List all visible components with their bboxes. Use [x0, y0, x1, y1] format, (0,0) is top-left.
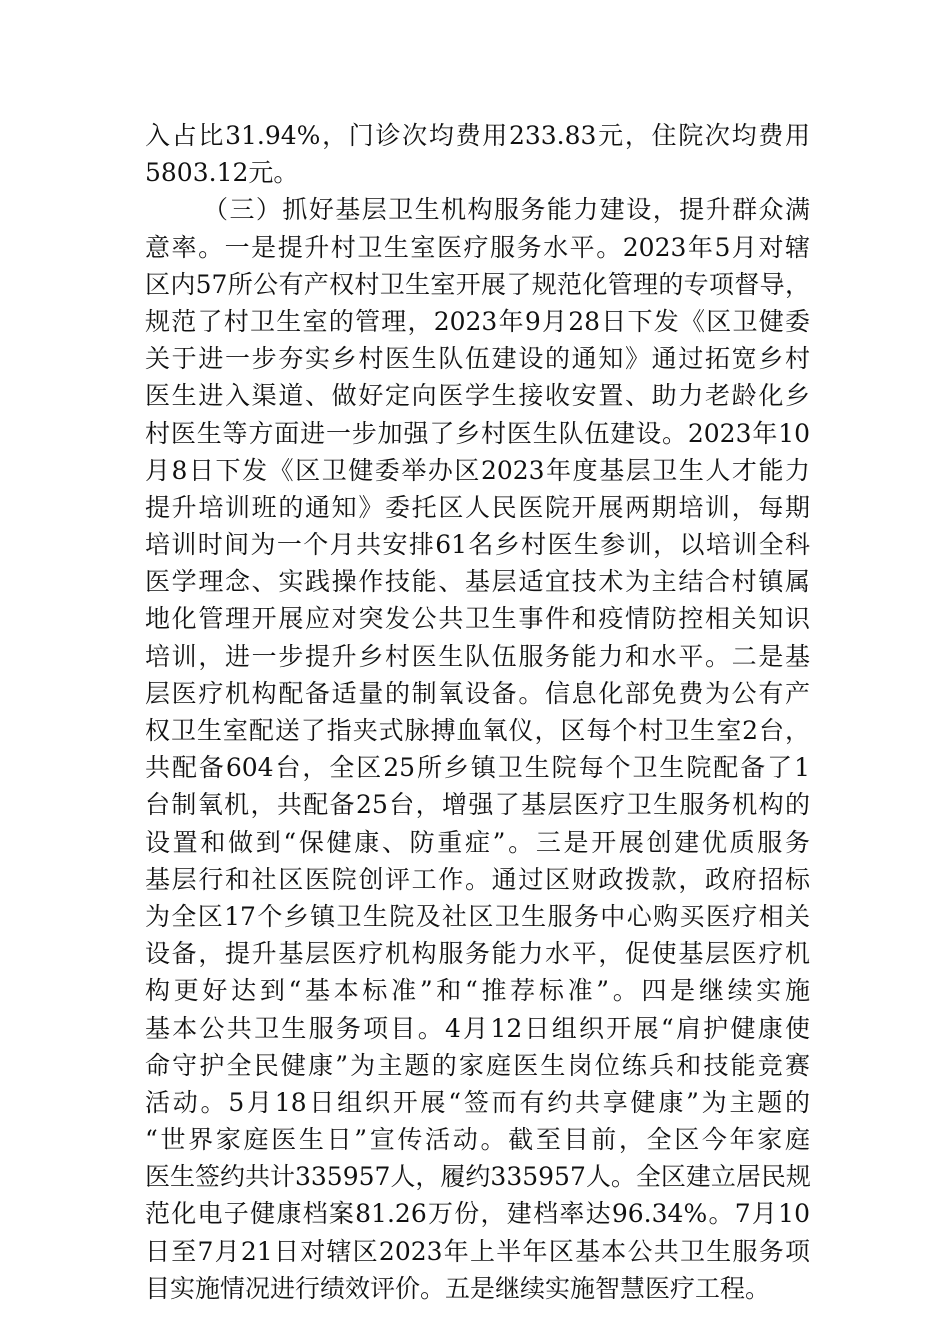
text-line: 5803.12元。 [145, 158, 299, 188]
section-heading-line: （三）抓好基层卫生机构服务能力建设，提升群众满 [203, 195, 810, 225]
text-line: 层医疗机构配备适量的制氧设备。信息化部免费为公有产 [145, 678, 810, 708]
text-line: 区内57所公有产权村卫生室开展了规范化管理的专项督导， [145, 269, 810, 299]
text-line: 基本公共卫生服务项目。4月12日组织开展“肩护健康使 [145, 1013, 810, 1043]
text-line: 为全区17个乡镇卫生院及社区卫生服务中心购买医疗相关 [145, 901, 810, 931]
text-line: 权卫生室配送了指夹式脉搏血氧仪，区每个村卫生室2台， [145, 716, 810, 745]
text-line: 活动。5月18日组织开展“签而有约共享健康”为主题的 [145, 1087, 810, 1117]
text-line: 基层行和社区医院创评工作。通过区财政拨款，政府招标 [145, 864, 810, 894]
text-line: 目实施情况进行绩效评价。五是继续实施智慧医疗工程。 [145, 1273, 771, 1303]
text-line: 命守护全民健康”为主题的家庭医生岗位练兵和技能竞赛 [145, 1050, 810, 1080]
text-line: 医生签约共计335957人，履约335957人。全区建立居民规 [145, 1162, 811, 1192]
text-line: 意率。一是提升村卫生室医疗服务水平。2023年5月对辖 [145, 232, 810, 262]
text-line: 村医生等方面进一步加强了乡村医生队伍建设。2023年10 [145, 418, 810, 448]
text-line: 范化电子健康档案81.26万份，建档率达96.34%。7月10 [145, 1199, 810, 1229]
text-line: “世界家庭医生日”宣传活动。截至目前，全区今年家庭 [145, 1125, 810, 1155]
text-line: 关于进一步夯实乡村医生队伍建设的通知》通过拓宽乡村 [145, 344, 810, 374]
text-line: 共配备604台，全区25所乡镇卫生院每个卫生院配备了1 [145, 753, 810, 783]
text-line: 医生进入渠道、做好定向医学生接收安置、助力老龄化乡 [145, 381, 810, 411]
text-line: 入占比31.94%，门诊次均费用233.83元，住院次均费用 [145, 121, 810, 150]
text-line: 构更好达到“基本标准”和“推荐标准”。四是继续实施 [145, 976, 810, 1006]
body-text [145, 117, 810, 1307]
text-line: 培训时间为一个月共安排61名乡村医生参训，以培训全科 [145, 530, 810, 560]
text-line: 月8日下发《区卫健委举办区2023年度基层卫生人才能力 [145, 455, 810, 485]
text-line: 设备，提升基层医疗机构服务能力水平，促使基层医疗机 [145, 939, 810, 969]
text-line: 提升培训班的通知》委托区人民医院开展两期培训，每期 [145, 492, 810, 522]
text-line: 台制氧机，共配备25台，增强了基层医疗卫生服务机构的 [145, 790, 810, 820]
text-line: 日至7月21日对辖区2023年上半年区基本公共卫生服务项 [145, 1236, 810, 1266]
text-line: 设置和做到“保健康、防重症”。三是开展创建优质服务 [145, 827, 810, 857]
text-line: 规范了村卫生室的管理，2023年9月28日下发《区卫健委 [145, 306, 810, 336]
text-line: 地化管理开展应对突发公共卫生事件和疫情防控相关知识 [145, 604, 810, 634]
text-line: 医学理念、实践操作技能、基层适宜技术为主结合村镇属 [145, 567, 810, 597]
text-line: 培训，进一步提升乡村医生队伍服务能力和水平。二是基 [145, 641, 810, 671]
